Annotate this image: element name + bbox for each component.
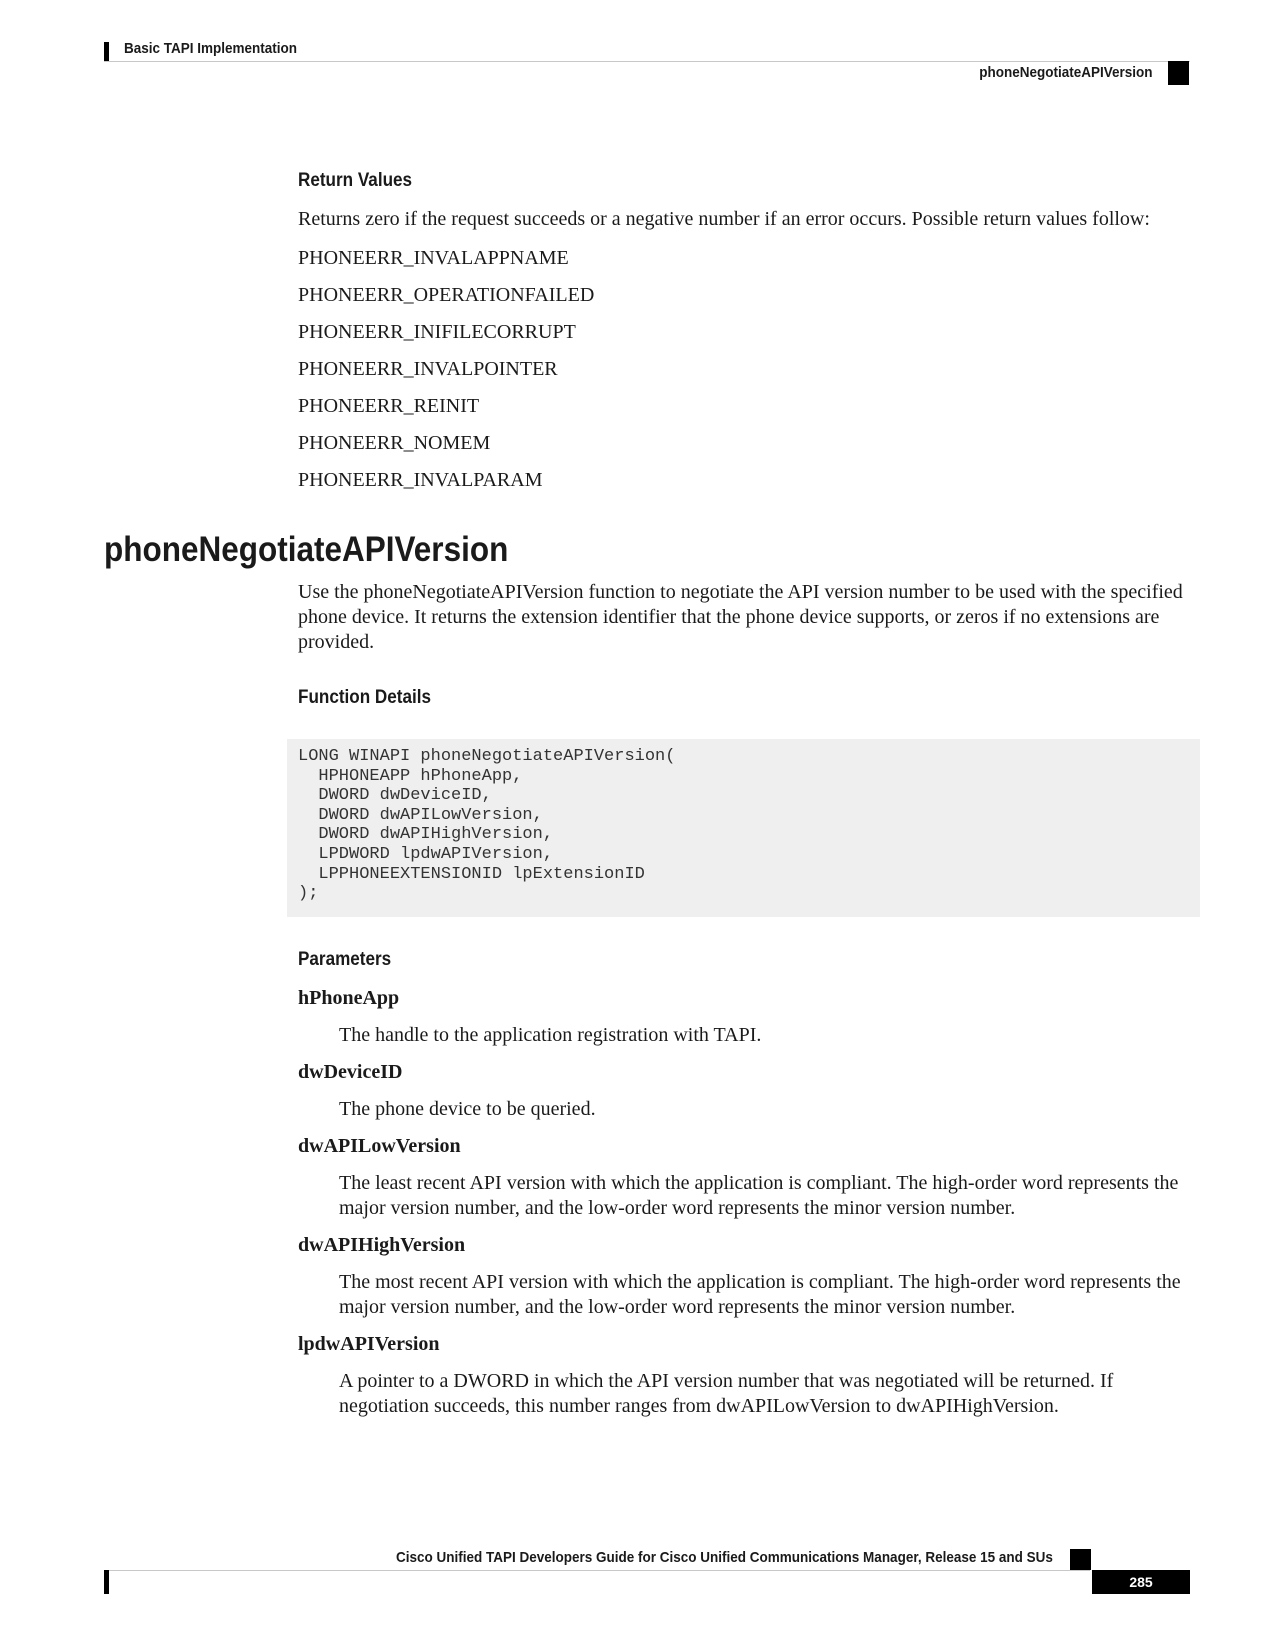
parameter-name: dwAPILowVersion <box>298 1135 461 1157</box>
parameter-description: A pointer to a DWORD in which the API version number that was negotiated will be returned. If negotiation succeeds, this number ranges from dwAPILowVersion to dwAPIHighVersion. <box>339 1370 1114 1417</box>
footer-bar <box>104 1570 109 1594</box>
parameter-description: The phone device to be queried. <box>339 1098 596 1120</box>
parameter-item <box>298 1060 1198 1134</box>
parameter-item <box>298 1332 1198 1431</box>
return-values-intro: Returns zero if the request succeeds or a negative number if an error occurs. Possible return values follow: <box>298 208 1150 230</box>
parameter-description: The handle to the application registration with TAPI. <box>339 1024 762 1046</box>
parameters-list <box>298 986 1198 1431</box>
header-section-title: Basic TAPI Implementation <box>124 40 298 57</box>
list-item: PHONEERR_INVALPOINTER <box>298 358 558 380</box>
parameter-name: dwAPIHighVersion <box>298 1234 466 1256</box>
return-values-list <box>298 246 594 505</box>
parameter-item <box>298 1233 1198 1332</box>
list-item: PHONEERR_OPERATIONFAILED <box>298 284 595 306</box>
parameter-name: hPhoneApp <box>298 987 400 1009</box>
page-number: 285 <box>1092 1570 1190 1594</box>
return-values-heading: Return Values <box>298 170 413 191</box>
header-topic: phoneNegotiateAPIVersion <box>979 64 1153 81</box>
header-rule <box>104 61 1190 62</box>
parameter-name: dwDeviceID <box>298 1061 403 1083</box>
parameter-item <box>298 986 1198 1060</box>
parameter-description: The least recent API version with which the application is compliant. The high-order word represents the major version number, and the low-order word represents the minor version number. <box>339 1172 1179 1219</box>
parameter-name: lpdwAPIVersion <box>298 1333 440 1355</box>
footer-document-title: Cisco Unified TAPI Developers Guide for Cisco Unified Communications Manager, Release 15 and SUs <box>396 1549 1053 1566</box>
list-item: PHONEERR_INVALPARAM <box>298 469 543 491</box>
list-item: PHONEERR_INVALAPPNAME <box>298 247 569 269</box>
section-description: Use the phoneNegotiateAPIVersion function to negotiate the API version number to be used with the specified phone device. It returns the extension identifier that the phone device supports, or zeros if no extensions are provided. <box>298 581 1183 653</box>
parameter-item <box>298 1134 1198 1233</box>
function-signature-code: LONG WINAPI phoneNegotiateAPIVersion( HPHONEAPP hPhoneApp, DWORD dwDeviceID, DWORD dwAPILowVersion, DWORD dwAPIHighVersion, LPDWORD lpdwAPIVersion, LPPHONEEXTENSIONID lpExtensionID ); <box>287 739 1200 917</box>
list-item: PHONEERR_REINIT <box>298 395 480 417</box>
page-title: phoneNegotiateAPIVersion <box>104 530 509 569</box>
header-marker <box>1168 61 1189 85</box>
header-bar <box>104 42 109 61</box>
parameter-description: The most recent API version with which the application is compliant. The high-order word represents the major version number, and the low-order word represents the minor version number. <box>339 1271 1181 1318</box>
footer-rule <box>104 1570 1090 1571</box>
parameters-heading: Parameters <box>298 949 392 970</box>
footer-marker <box>1070 1549 1091 1570</box>
list-item: PHONEERR_INIFILECORRUPT <box>298 321 576 343</box>
list-item: PHONEERR_NOMEM <box>298 432 491 454</box>
function-details-heading: Function Details <box>298 687 432 708</box>
